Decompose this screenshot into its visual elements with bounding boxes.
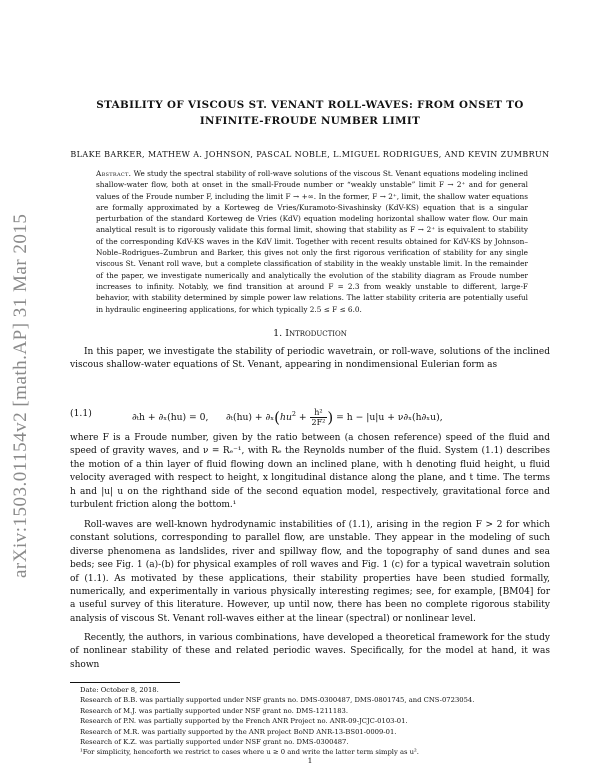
- equation-fraction: [310, 408, 328, 427]
- equation-number: (1.1): [70, 408, 92, 419]
- equation-body: ∂ₜh + ∂ₓ(hu) = 0, $\partial_t(hu) + \partial_x(hu^2$ + $\frac{\text{h²}}{\text{2F²}}$ ) = h − |u|u + ν∂ₓ(h∂ₓu),: [132, 408, 443, 427]
- fraction-denominator: 2F²: [311, 418, 326, 427]
- equation-mass: ∂ₜh + ∂ₓ(hu) = 0,: [132, 412, 209, 423]
- intro-paragraph-3: Roll-waves are well-known hydrodynamic instabilities of (1.1), arising in the region F > 2 for which constant solutions, corresponding to parallel flow, are unstable. They appear in the modeling of such diverse phenomena as landslides, river and spillway flow, and the topography of sand dunes and sea beds; see Fig. 1 (a)-(b) for physical examples of roll waves and Fig. 1 (c) for a typical wavetrain solution of (1.1). As motivated by these applications, their stability properties have been studied formally, numerically, and experimentally in various physically interesting regimes; see, for example, [BM04] for a useful survey of this literature. However, up until now, there has been no complete rigorous stability analysis of viscous St. Venant roll-waves either at the linear (spectral) or nonlinear level.: [70, 520, 550, 624]
- section-number: 1.: [273, 328, 283, 339]
- equation-1-1: [70, 398, 550, 428]
- abstract: [96, 168, 528, 315]
- intro-paragraph-4: Recently, the authors, in various combinations, have developed a theoretical framework for the study of nonlinear stability of these and related periodic waves. Specifically, for the model at hand, it was shown: [70, 633, 550, 670]
- arxiv-stamp-text: arXiv:1503.01154v2 [math.AP] 31 Mar 2015: [10, 213, 31, 578]
- abstract-text: We study the spectral stability of roll-wave solutions of the viscous St. Venant equations modeling inclined shallow-water flow, both at onset in the small-Froude number or “weakly unstable” limit F → 2⁺ and for general values of the Froude number F, including the limit F → +∞. In the former, F → 2⁺, limit, the shallow water equations are formally approximated by a Korteweg de Vries/Kuramoto-Sivashinsky (KdV-KS) equation that is a singular perturbation of the standard Korteweg de Vries (KdV) equation modeling horizontal shallow water flow. Our main analytical result is to rigorously validate this formal limit, showing that stability as F → 2⁺ is equivalent to stability of the corresponding KdV-KS waves in the KdV limit. Together with recent results obtained for KdV-KS by Johnson–Noble–Rodrigues–Zumbrun and Barker, this gives not only the first rigorous verification of stability for any single viscous St. Venant roll wave, but a complete classification of stability in the weakly unstable limit. In the remainder of the paper, we investigate numerically and analytically the evolution of the stability diagram as Froude number increases to infinity. Notably, we find transition at around F = 2.3 from weakly unstable to different, large-F behavior, with stability determined by simple power law relations. The latter stability criteria are potentially useful in hydraulic engineering applications, for which typically 2.5 ≤ F ≤ 6.0.: [96, 169, 528, 314]
- footnote-date: Date: October 8, 2018.: [80, 686, 159, 694]
- footnote-funding-mr: Research of M.R. was partially supported by the ANR project BoND ANR-13-BS01-0009-01.: [80, 727, 397, 736]
- footnote-rule: [70, 682, 180, 683]
- equation-momentum-lhs: ∂ₜ(hu) + ∂ₓ: [225, 412, 275, 423]
- section-title: Introduction: [285, 328, 347, 339]
- title-line-1: STABILITY OF VISCOUS ST. VENANT ROLL-WAVES: FROM ONSET TO: [96, 99, 524, 111]
- title-line-2: INFINITE-FROUDE NUMBER LIMIT: [199, 115, 421, 127]
- footnote-funding-bb: Research of B.B. was partially supported under NSF grants no. DMS-0300487, DMS-0801745, and CNS-0723054.: [80, 696, 475, 705]
- intro-paragraph-2: where F is a Froude number, given by the ratio between (a chosen reference) speed of the fluid and speed of gravity waves, and ν = Rₑ⁻¹, with Rₑ the Reynolds number of the fluid. System (1.1) describes the motion of a thin layer of fluid flowing down an inclined plane, with h denoting fluid height, u fluid velocity averaged with respect to height, x longitudinal distance along the plane, and t time. The terms h and |u| u on the righthand side of the second equation model, respectively, gravitational force and turbulent friction along the bottom.¹: [70, 433, 550, 511]
- page-number: 1: [307, 756, 313, 765]
- footnotes: [70, 685, 550, 758]
- intro-paragraph-1: In this paper, we investigate the stability of periodic wavetrain, or roll-wave, solutions of the inclined viscous shallow-water equations of St. Venant, appearing in nondimensional Eulerian form as: [70, 347, 550, 371]
- footnote-funding-mj: Research of M.J. was partially supported under NSF grant no. DMS-1211183.: [80, 706, 349, 715]
- equation-momentum-rhs: = h − |u|u + ν∂ₓ(h∂ₓu),: [336, 412, 443, 423]
- footnote-1: ¹For simplicity, henceforth we restrict to cases where u ≥ 0 and write the latter term simply as u².: [80, 748, 419, 757]
- abstract-label: Abstract.: [96, 169, 132, 178]
- section-heading: [70, 328, 550, 339]
- fraction-numerator: h²: [310, 408, 328, 418]
- footnote-funding-kz: Research of K.Z. was partially supported under NSF grant no. DMS-0300487.: [80, 738, 349, 747]
- arxiv-stamp: [4, 200, 34, 580]
- paper-title: [70, 97, 550, 129]
- author-list: BLAKE BARKER, MATHEW A. JOHNSON, PASCAL NOBLE, L.MIGUEL RODRIGUES, AND KEVIN ZUMBRUN: [70, 150, 550, 159]
- footnote-funding-pn: Research of P.N. was partially supported by the French ANR Project no. ANR-09-JCJC-0103-01.: [80, 717, 408, 726]
